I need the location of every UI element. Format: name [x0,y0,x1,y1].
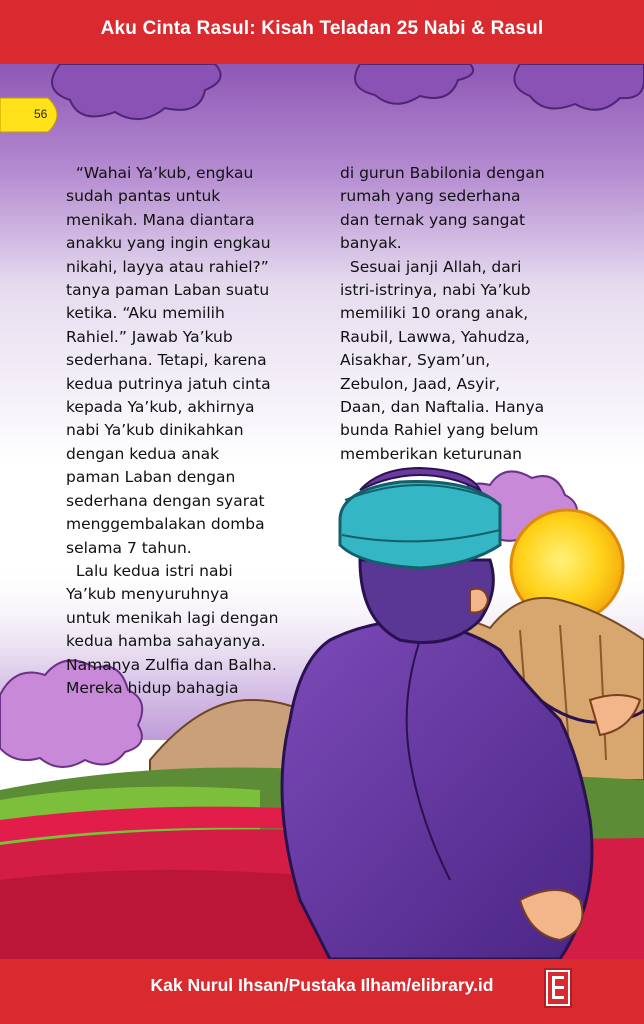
page-number: 56 [34,107,48,121]
story-text-right-column: di gurun Babilonia dengan rumah yang sederhana dan ternak yang sangat banyak. Sesuai janji Allah, dari istri-istrinya, nabi Ya’kub memiliki 10 orang anak, Raubil, Lawwa, Yahudza, Aisakhar, Syam’un, Zebulon, Jaad, Asyir, Daan, dan Naftalia. Hanya bunda Rahiel yang belum memberikan keturunan [340,164,545,463]
elibrary-logo-icon [544,968,572,1008]
publisher-credit: Kak Nurul Ihsan/Pustaka Ilham/elibrary.id [150,975,494,995]
book-title: Aku Cinta Rasul: Kisah Teladan 25 Nabi & Rasul [100,18,544,39]
story-text-left-column: “Wahai Ya’kub, engkau sudah pantas untuk menikah. Mana diantara anakku yang ingin engkau nikahi, layya atau rahiel?” tanya paman Laban suatu ketika. “Aku memilih Rahiel.” Jawab Ya’kub sederhana. Tetapi, karena kedua putrinya jatuh cinta kepada Ya’kub, akhirnya nabi Ya’kub dinikahkan dengan kedua anak paman Laban dengan sederhana dengan syarat menggembalakan domba selama 7 tahun. Lalu kedua istri nabi Ya’kub menyuruhnya untuk menikah lagi dengan kedua hamba sahayanya. Namanya Zulfia dan Balha. Mereka hidup bahagia [66,164,279,697]
page-number-badge [0,96,66,134]
